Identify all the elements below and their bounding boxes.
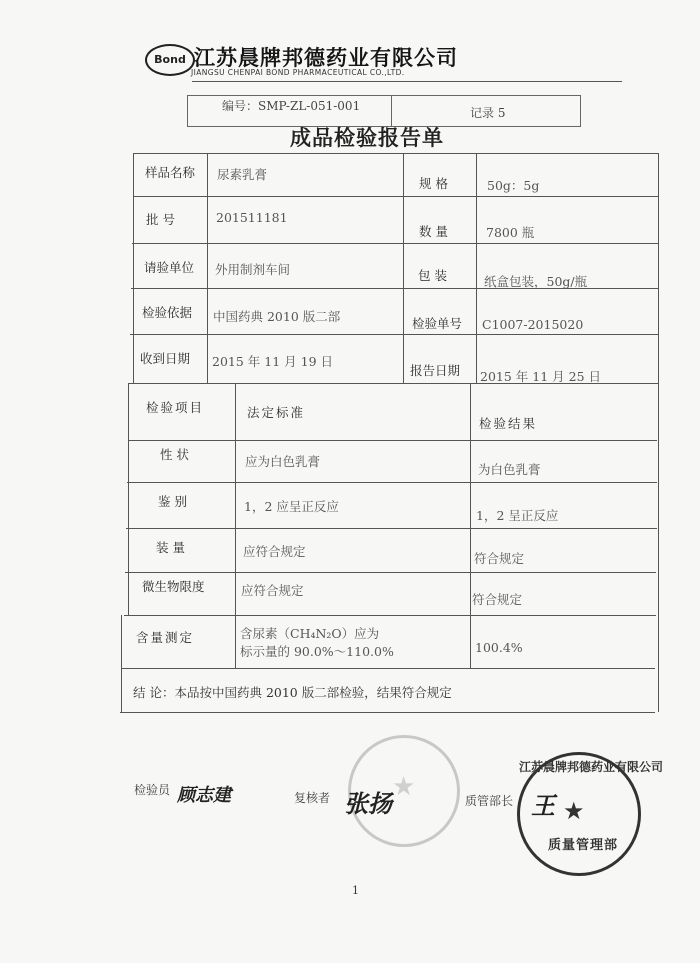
col-result-header: 检验结果 bbox=[479, 416, 538, 431]
spec-label: 规 格 bbox=[419, 176, 448, 191]
test-item: 装 量 bbox=[156, 540, 185, 555]
test-result: 符合规定 bbox=[472, 592, 523, 607]
package-value: 纸盒包装，50g/瓶 bbox=[484, 274, 588, 289]
reviewer-label: 复核者 bbox=[294, 791, 331, 805]
report-no-label: 检验单号 bbox=[412, 316, 463, 331]
page-number: 1 bbox=[352, 884, 359, 897]
table-line bbox=[133, 153, 134, 383]
table-line bbox=[658, 153, 659, 712]
report-date-value: 2015 年 11 月 25 日 bbox=[480, 369, 601, 384]
test-result: 1，2 呈正反应 bbox=[476, 508, 559, 523]
table-line bbox=[120, 712, 655, 713]
reviewer-signature: 张扬 bbox=[344, 789, 392, 818]
inspector-label: 检验员 bbox=[134, 783, 171, 797]
table-line bbox=[122, 668, 655, 669]
quantity-label: 数 量 bbox=[419, 224, 448, 239]
report-no-value: C1007-2015020 bbox=[482, 317, 584, 332]
test-standard: 含尿素（CH₄N₂O）应为 bbox=[240, 626, 380, 641]
table-line bbox=[128, 440, 657, 441]
table-line bbox=[133, 196, 659, 197]
batch-value: 201511181 bbox=[216, 210, 288, 225]
stamp-company-text: 江苏晨牌邦德药业有限公司 bbox=[519, 760, 664, 774]
table-line bbox=[127, 482, 657, 483]
inspector-signature: 顾志建 bbox=[177, 785, 231, 806]
table-line bbox=[132, 243, 659, 244]
qa-manager-label: 质管部长 bbox=[465, 794, 514, 808]
doc-number: 编号：SMP-ZL-051-001 bbox=[222, 99, 361, 113]
test-standard: 应符合规定 bbox=[243, 544, 306, 559]
basis-label: 检验依据 bbox=[142, 305, 193, 320]
col-item-header: 检验项目 bbox=[146, 400, 205, 415]
table-line bbox=[126, 528, 657, 529]
stamp-department-text: 质量管理部 bbox=[548, 838, 619, 853]
requester-label: 请验单位 bbox=[144, 260, 195, 275]
test-item: 微生物限度 bbox=[142, 579, 205, 594]
faint-stamp-star-icon: ★ bbox=[392, 772, 416, 802]
table-line bbox=[124, 615, 656, 616]
package-label: 包 装 bbox=[418, 268, 447, 283]
table-line bbox=[207, 153, 208, 383]
company-name-en: JIANGSU CHENPAI BOND PHARMACEUTICAL CO.,LTD. bbox=[191, 68, 405, 77]
test-result: 符合规定 bbox=[474, 551, 525, 566]
received-date-value: 2015 年 11 月 19 日 bbox=[212, 354, 333, 369]
qa-manager-signature: 王 bbox=[531, 791, 555, 820]
table-line bbox=[125, 572, 656, 573]
test-item: 含量测定 bbox=[136, 630, 195, 645]
test-standard: 应符合规定 bbox=[241, 583, 304, 598]
test-result: 为白色乳膏 bbox=[478, 462, 541, 477]
requester-value: 外用制剂车间 bbox=[215, 262, 291, 277]
table-line bbox=[476, 153, 477, 383]
header-rule bbox=[192, 81, 622, 82]
test-standard: 应为白色乳膏 bbox=[245, 454, 321, 469]
test-item: 性 状 bbox=[160, 447, 189, 462]
conclusion-text: 结 论：本品按中国药典 2010 版二部检验，结果符合规定 bbox=[133, 685, 452, 700]
table-line bbox=[121, 615, 122, 712]
table-line bbox=[403, 153, 404, 383]
test-result: 100.4% bbox=[475, 640, 523, 655]
company-name-cn: 江苏晨牌邦德药业有限公司 bbox=[194, 46, 458, 70]
report-date-label: 报告日期 bbox=[410, 363, 461, 378]
test-item: 鉴 别 bbox=[158, 494, 187, 509]
table-line bbox=[128, 383, 129, 615]
table-line bbox=[133, 153, 659, 154]
received-date-label: 收到日期 bbox=[140, 351, 191, 366]
quantity-value: 7800 瓶 bbox=[486, 225, 535, 240]
sample-name-label: 样品名称 bbox=[145, 165, 196, 180]
spec-value: 50g：5g bbox=[487, 178, 540, 193]
company-logo: Bond bbox=[145, 44, 195, 76]
basis-value: 中国药典 2010 版二部 bbox=[213, 309, 341, 324]
table-line bbox=[130, 334, 658, 335]
col-standard-header: 法定标准 bbox=[247, 405, 306, 420]
stamp-star-icon: ★ bbox=[563, 797, 585, 825]
report-title: 成品检验报告单 bbox=[290, 126, 444, 150]
record-number: 记录 5 bbox=[470, 106, 506, 120]
test-standard-line2: 标示量的 90.0%～110.0% bbox=[240, 644, 394, 659]
batch-label: 批 号 bbox=[146, 212, 175, 227]
sample-name-value: 尿素乳膏 bbox=[217, 167, 268, 182]
table-line bbox=[235, 383, 236, 668]
test-standard: 1，2 应呈正反应 bbox=[244, 499, 339, 514]
table-line bbox=[470, 383, 471, 668]
